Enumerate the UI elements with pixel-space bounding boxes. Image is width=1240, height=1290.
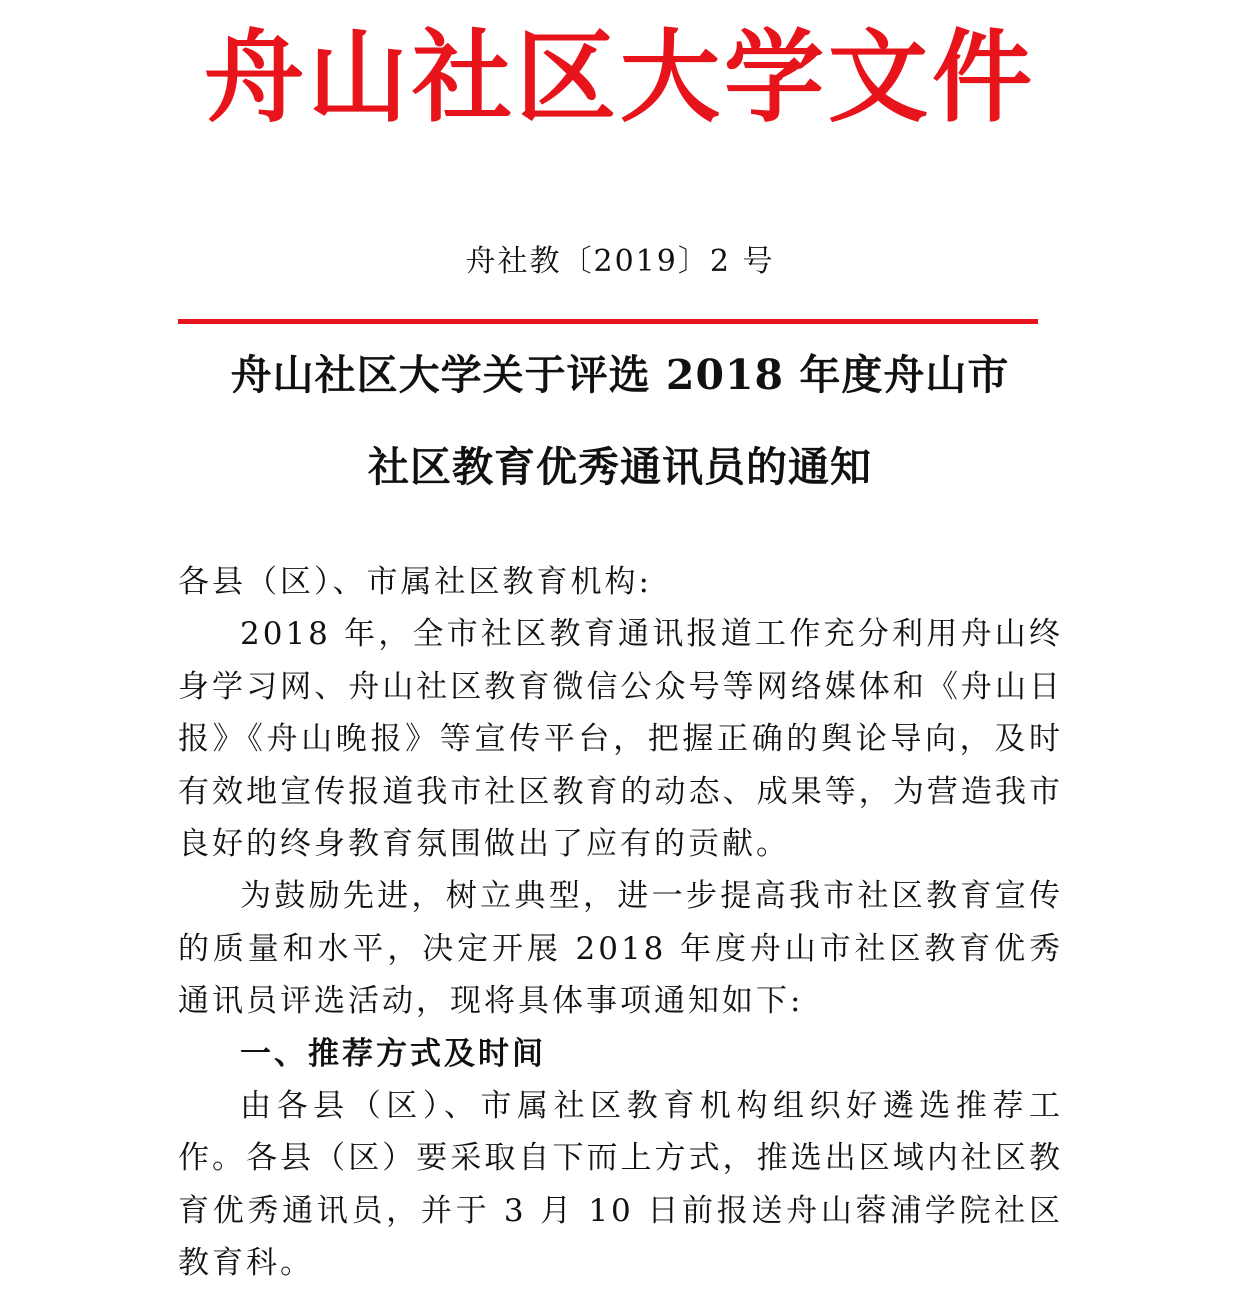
document-number: 舟社教〔2019〕2 号	[465, 244, 775, 279]
paragraph-1: 2018 年，全市社区教育通讯报道工作充分利用舟山终身学习网、舟山社区教育微信公众号等网络媒体和《舟山日报》《舟山晚报》等宣传平台，把握正确的舆论导向，及时有效地宣传报道我市社区教育的动态、成果等，为营造我市良好的终身教育氛围做出了应有的贡献。	[178, 616, 1063, 863]
salutation: 各县（区）、市属社区教育机构:	[178, 564, 652, 600]
section-1-text: 由各县（区）、市属社区教育机构组织好遴选推荐工作。各县（区）要采取自下而上方式，推选出区域内社区教育优秀通讯员，并于 3 月 10 日前报送舟山蓉浦学院社区教育科。	[178, 1088, 1063, 1282]
document-body	[178, 556, 1063, 1290]
document-title-line-2: 社区教育优秀通讯员的通知	[368, 443, 872, 491]
masthead-title: 舟山社区大学文件	[204, 18, 1036, 136]
red-divider-rule	[178, 319, 1038, 324]
section-heading-1: 一、推荐方式及时间	[240, 1035, 546, 1072]
document-title-line-1: 舟山社区大学关于评选 2018 年度舟山市	[230, 351, 1010, 399]
paragraph-2: 为鼓励先进，树立典型，进一步提高我市社区教育宣传的质量和水平，决定开展 2018 年度舟山市社区教育优秀通讯员评选活动，现将具体事项通知如下:	[178, 878, 1063, 1020]
